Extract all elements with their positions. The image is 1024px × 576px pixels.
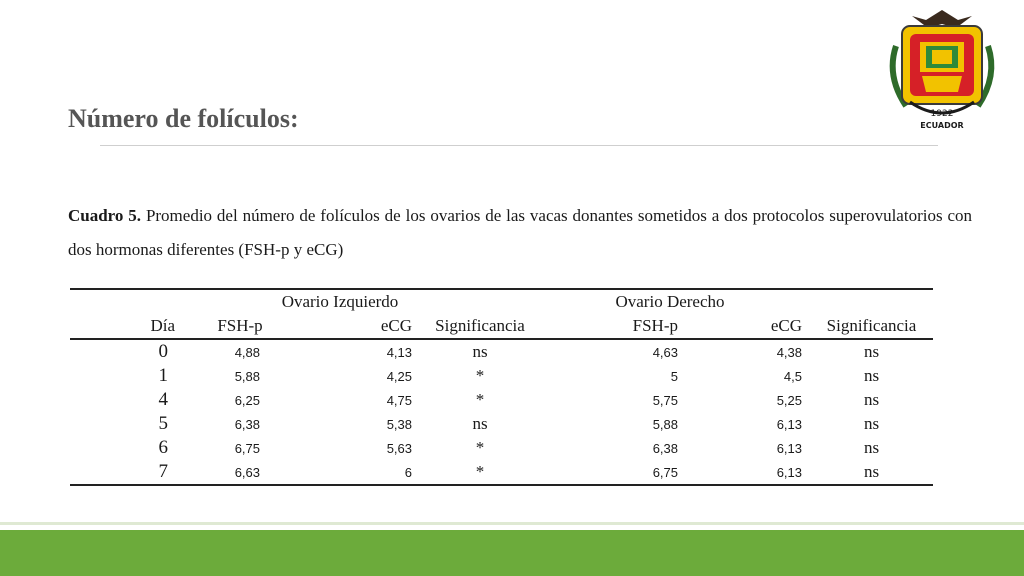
follicle-table bbox=[70, 288, 933, 486]
cell-day: 5 bbox=[158, 413, 168, 434]
table-row bbox=[70, 412, 933, 436]
slide-title: Número de folículos: bbox=[68, 104, 299, 133]
cell-fsh-right: 4,63 bbox=[652, 344, 678, 360]
cell-fsh-left: 6,25 bbox=[234, 392, 260, 408]
cell-ecg-left: 6 bbox=[310, 460, 420, 485]
table-row bbox=[70, 436, 933, 460]
cell-ecg-right: 4,38 bbox=[776, 344, 802, 360]
cell-sig-left: ns bbox=[472, 342, 488, 361]
cell-fsh-right: 6,38 bbox=[652, 440, 678, 456]
cell-ecg-right: 4,5 bbox=[783, 368, 802, 384]
cell-fsh-right: 6,75 bbox=[540, 460, 690, 485]
col-header-fsh-left: FSH-p bbox=[190, 314, 310, 339]
cell-fsh-left: 6,63 bbox=[190, 460, 310, 485]
table-row bbox=[70, 388, 933, 412]
university-crest-logo bbox=[882, 6, 1002, 132]
footer-divider bbox=[0, 522, 1024, 525]
title-divider bbox=[100, 145, 938, 146]
cell-sig-left: * bbox=[475, 366, 485, 385]
cell-ecg-left: 5,38 bbox=[386, 416, 412, 432]
logo-year: 1922 bbox=[930, 109, 954, 119]
cell-sig-left: * bbox=[475, 438, 485, 457]
caption-label: Cuadro 5. bbox=[68, 206, 142, 225]
footer-accent-bar bbox=[0, 530, 1024, 576]
cell-ecg-left: 4,25 bbox=[386, 368, 412, 384]
cell-ecg-left: 5,63 bbox=[386, 440, 412, 456]
cell-ecg-right: 6,13 bbox=[690, 460, 810, 485]
col-header-sig-right: Significancia bbox=[810, 314, 933, 339]
cell-fsh-left: 5,88 bbox=[234, 368, 260, 384]
cell-fsh-left: 6,75 bbox=[234, 440, 260, 456]
col-header-sig-left: Significancia bbox=[420, 314, 540, 339]
col-header-ecg-right: eCG bbox=[690, 314, 810, 339]
cell-day: 6 bbox=[158, 437, 168, 458]
cell-fsh-left: 6,38 bbox=[234, 416, 260, 432]
cell-fsh-left: 4,88 bbox=[234, 344, 260, 360]
group-header-row bbox=[70, 289, 933, 314]
cell-sig-right: ns bbox=[863, 366, 880, 385]
cell-sig-left: ns bbox=[472, 414, 488, 433]
group-header-right: Ovario Derecho bbox=[540, 289, 810, 314]
col-header-fsh-right: FSH-p bbox=[540, 314, 690, 339]
cell-sig-right: ns bbox=[863, 414, 880, 433]
cell-day: 0 bbox=[158, 341, 168, 362]
cell-sig-right: ns bbox=[810, 460, 933, 485]
cell-sig-left: * bbox=[475, 390, 485, 409]
logo-country: ECUADOR bbox=[920, 121, 964, 130]
cell-fsh-right: 5 bbox=[670, 368, 678, 384]
column-header-row bbox=[70, 314, 933, 339]
cell-day: 4 bbox=[158, 389, 168, 410]
col-header-ecg-left: eCG bbox=[310, 314, 420, 339]
cell-sig-right: ns bbox=[863, 438, 880, 457]
group-header-left: Ovario Izquierdo bbox=[190, 289, 420, 314]
cell-ecg-left: 4,75 bbox=[386, 392, 412, 408]
cell-ecg-right: 6,13 bbox=[776, 416, 802, 432]
col-header-day: Día bbox=[70, 314, 190, 339]
cell-fsh-right: 5,75 bbox=[652, 392, 678, 408]
table-row bbox=[70, 339, 933, 364]
caption-text: Promedio del número de folículos de los ovarios de las vacas donantes sometidos a dos protocolos superovulatorios con dos hormonas diferentes (FSH-p y eCG) bbox=[68, 206, 972, 259]
cell-day: 7 bbox=[70, 460, 190, 485]
cell-sig-right: ns bbox=[863, 390, 880, 409]
cell-fsh-right: 5,88 bbox=[652, 416, 678, 432]
cell-ecg-right: 5,25 bbox=[776, 392, 802, 408]
table-caption bbox=[68, 199, 972, 267]
cell-ecg-left: 4,13 bbox=[386, 344, 412, 360]
table-row bbox=[70, 364, 933, 388]
cell-sig-left: * bbox=[420, 460, 540, 485]
cell-ecg-right: 6,13 bbox=[776, 440, 802, 456]
table-row bbox=[70, 460, 933, 485]
cell-day: 1 bbox=[158, 365, 168, 386]
cell-sig-right: ns bbox=[863, 342, 880, 361]
